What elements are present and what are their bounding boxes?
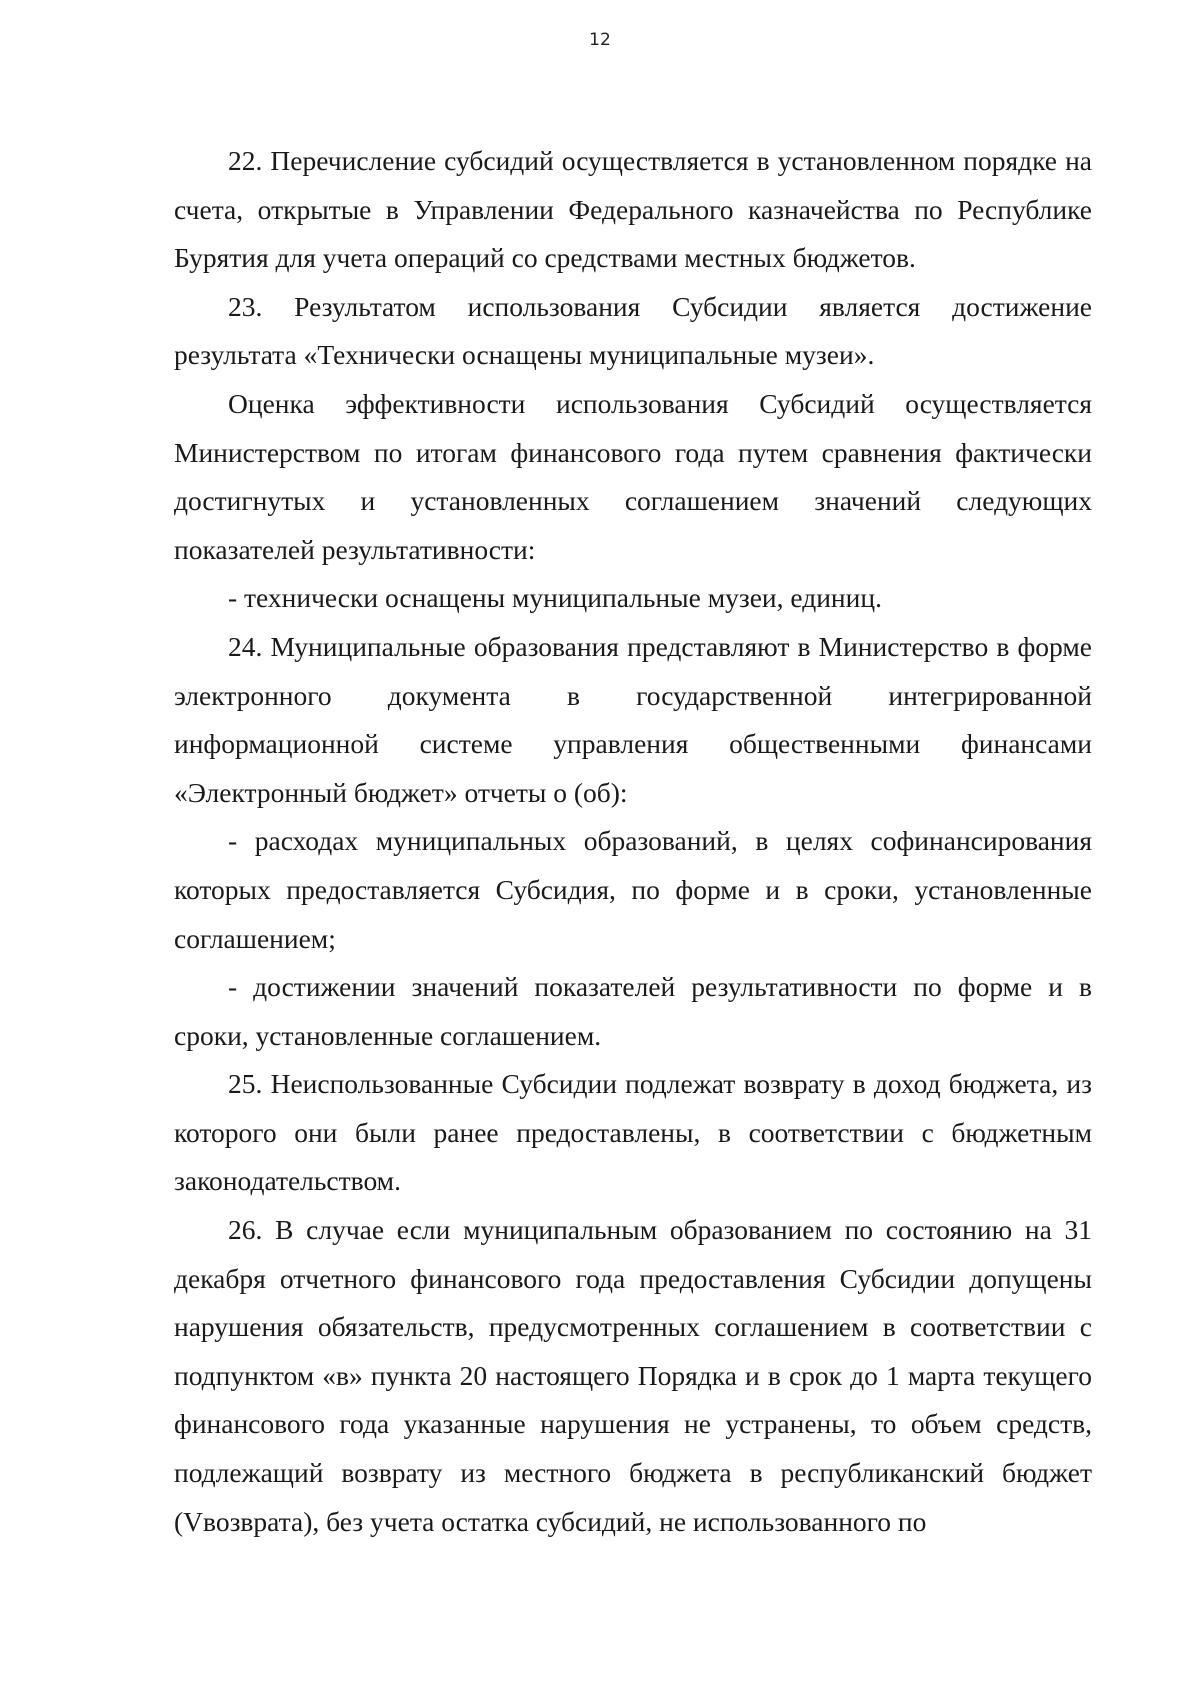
- page-number: 12: [589, 30, 611, 50]
- paragraph-24: 24. Муниципальные образования представляют в Министерство в форме электронного документа в государственной интегрированной информационной системе управления общественными финансами «Электронный бюджет» отчеты о (об):: [174, 630, 1092, 808]
- list-item-expenses-report: - расходах муниципальных образований, в целях софинансирования которых предоставляется Субсидия, по форме и в сроки, установленные соглашением;: [174, 825, 1092, 954]
- list-item-museums-equipped: - технически оснащены муниципальные музеи, единиц.: [228, 582, 882, 614]
- paragraph-23: 23. Результатом использования Субсидии является достижение результата «Технически оснащены муниципальные музеи».: [174, 290, 1092, 371]
- paragraph-26: 26. В случае если муниципальным образованием по состоянию на 31 декабря отчетного финансового года предоставления Субсидии допущены нарушения обязательств, предусмотренных соглашением в соответствии с подпунктом «в» пункта 20 настоящего Порядка и в срок до 1 марта текущего финансового года указанные нарушения не устранены, то объем средств, подлежащий возврату из местного бюджета в республиканский бюджет (Vвозврата), без учета остатка субсидий, не использованного по: [174, 1214, 1092, 1537]
- paragraph-efficiency-evaluation: Оценка эффективности использования Субсидий осуществляется Министерством по итогам финансового года путем сравнения фактически достигнутых и установленных соглашением значений следующих показателей результативности:: [174, 387, 1092, 565]
- paragraph-22: 22. Перечисление субсидий осуществляется в установленном порядке на счета, открытые в Управлении Федерального казначейства по Республике Бурятия для учета операций со средствами местных бюджетов.: [174, 145, 1092, 274]
- document-body: [174, 137, 1092, 1546]
- paragraph-25: 25. Неиспользованные Субсидии подлежат возврату в доход бюджета, из которого они были ранее предоставлены, в соответствии с бюджетным законодательством.: [174, 1068, 1092, 1197]
- list-item-indicators-report: - достижении значений показателей результативности по форме и в сроки, установленные соглашением.: [174, 971, 1092, 1051]
